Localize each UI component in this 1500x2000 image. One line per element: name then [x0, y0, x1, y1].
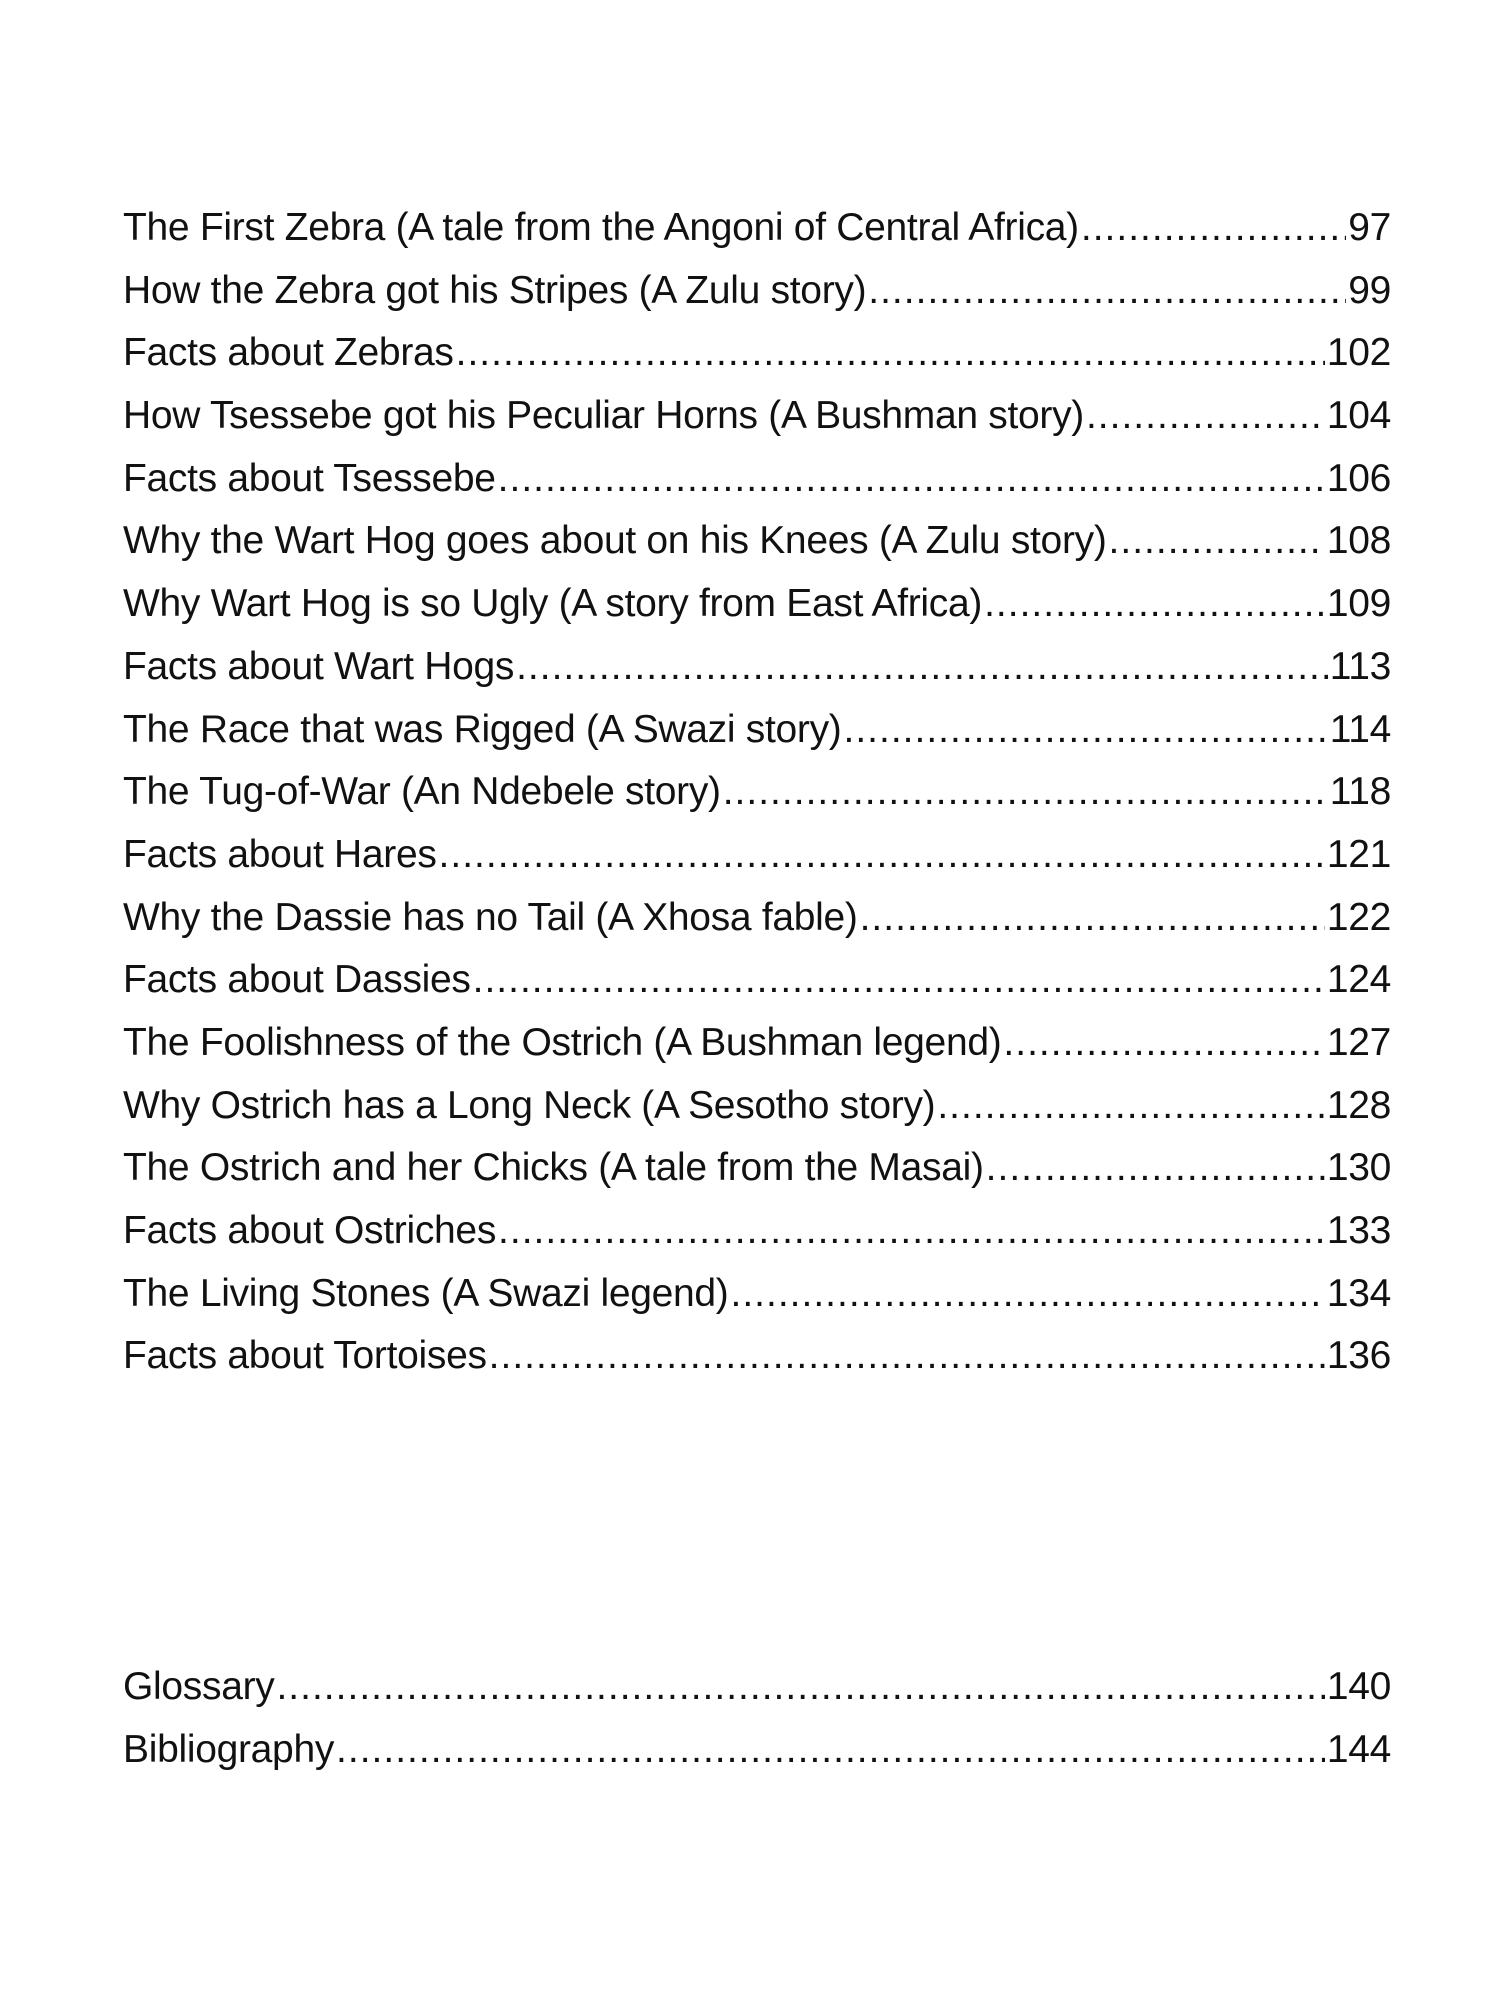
entry-title: Facts about Wart Hogs [123, 644, 515, 688]
entry-title: How the Zebra got his Stripes (A Zulu story) [123, 268, 867, 312]
toc-entry [123, 1656, 1391, 1719]
entry-title: The Living Stones (A Swazi legend) [123, 1271, 729, 1315]
entry-page-number: 118 [1329, 770, 1391, 814]
toc-entry [123, 1200, 1391, 1263]
entry-title: Facts about Dassies [123, 958, 471, 1002]
entry-title: Facts about Hares [123, 832, 437, 876]
table-of-contents [123, 197, 1391, 1388]
dot-leader [439, 824, 1325, 887]
entry-title: Glossary [123, 1665, 275, 1708]
entry-page-number: 128 [1326, 1083, 1391, 1127]
toc-entry [123, 699, 1391, 762]
dot-leader [1081, 197, 1346, 260]
toc-entry [123, 1719, 1391, 1782]
toc-entry [123, 949, 1391, 1012]
toc-entry [123, 824, 1391, 887]
toc-entry [123, 385, 1391, 448]
toc-entry [123, 573, 1391, 636]
dot-leader [868, 260, 1346, 323]
dot-leader [489, 1325, 1325, 1388]
entry-page-number: 97 [1348, 206, 1391, 249]
dot-leader [276, 1656, 1324, 1719]
entry-title: Why the Wart Hog goes about on his Knees (A Zulu story) [123, 519, 1107, 563]
entry-page-number: 113 [1329, 644, 1391, 688]
entry-title: How Tsessebe got his Peculiar Horns (A Bushman story) [123, 394, 1084, 438]
entry-title: The First Zebra (A tale from the Angoni of Central Africa) [123, 206, 1079, 249]
entry-title: Facts about Zebras [123, 331, 454, 375]
dot-leader [498, 1200, 1325, 1263]
dot-leader [456, 322, 1325, 385]
toc-entry [123, 1012, 1391, 1075]
entry-title: Why Ostrich has a Long Neck (A Sesotho story) [123, 1083, 936, 1127]
entry-page-number: 104 [1326, 394, 1391, 438]
entry-page-number: 140 [1326, 1665, 1391, 1708]
toc-entry [123, 448, 1391, 511]
entry-page-number: 124 [1326, 958, 1391, 1002]
entry-title: The Foolishness of the Ostrich (A Bushman legend) [123, 1020, 1002, 1064]
dot-leader [336, 1719, 1325, 1782]
dot-leader [473, 949, 1325, 1012]
dot-leader [1003, 1012, 1324, 1075]
entry-title: Facts about Tortoises [123, 1334, 487, 1378]
back-matter-contents [123, 1656, 1391, 1781]
toc-entry [123, 510, 1391, 573]
entry-page-number: 121 [1326, 832, 1391, 876]
toc-entry [123, 887, 1391, 950]
toc-entry [123, 636, 1391, 699]
dot-leader [730, 1263, 1324, 1326]
entry-page-number: 130 [1326, 1146, 1391, 1190]
dot-leader [937, 1075, 1324, 1138]
entry-page-number: 134 [1326, 1271, 1391, 1315]
dot-leader [498, 448, 1325, 511]
entry-title: The Tug-of-War (An Ndebele story) [123, 770, 721, 814]
entry-page-number: 144 [1326, 1727, 1391, 1771]
dot-leader [1109, 510, 1325, 573]
toc-entry [123, 1325, 1391, 1388]
entry-page-number: 99 [1348, 268, 1391, 312]
entry-title: Why Wart Hog is so Ugly (A story from East Africa) [123, 582, 983, 626]
toc-entry [123, 1137, 1391, 1200]
entry-title: Facts about Ostriches [123, 1209, 497, 1252]
entry-title: The Ostrich and her Chicks (A tale from the Masai) [123, 1146, 984, 1190]
entry-page-number: 109 [1326, 582, 1391, 626]
entry-page-number: 102 [1326, 331, 1391, 375]
dot-leader [843, 699, 1327, 762]
entry-page-number: 106 [1326, 456, 1391, 500]
toc-entry [123, 1263, 1391, 1326]
entry-title: Facts about Tsessebe [123, 456, 496, 500]
entry-title: Why the Dassie has no Tail (A Xhosa fable) [123, 895, 858, 939]
dot-leader [986, 1137, 1325, 1200]
entry-page-number: 127 [1326, 1020, 1391, 1064]
dot-leader [984, 573, 1325, 636]
toc-entry [123, 197, 1391, 260]
entry-title: The Race that was Rigged (A Swazi story) [123, 707, 842, 751]
entry-page-number: 136 [1326, 1334, 1391, 1378]
dot-leader [723, 761, 1328, 824]
entry-title: Bibliography [123, 1727, 335, 1771]
entry-page-number: 133 [1326, 1209, 1391, 1252]
entry-page-number: 114 [1329, 707, 1391, 751]
entry-page-number: 108 [1326, 519, 1391, 563]
dot-leader [860, 887, 1325, 950]
toc-entry [123, 260, 1391, 323]
dot-leader [516, 636, 1328, 699]
entry-page-number: 122 [1326, 895, 1391, 939]
toc-entry [123, 761, 1391, 824]
toc-entry [123, 322, 1391, 385]
toc-entry [123, 1075, 1391, 1138]
dot-leader [1086, 385, 1325, 448]
